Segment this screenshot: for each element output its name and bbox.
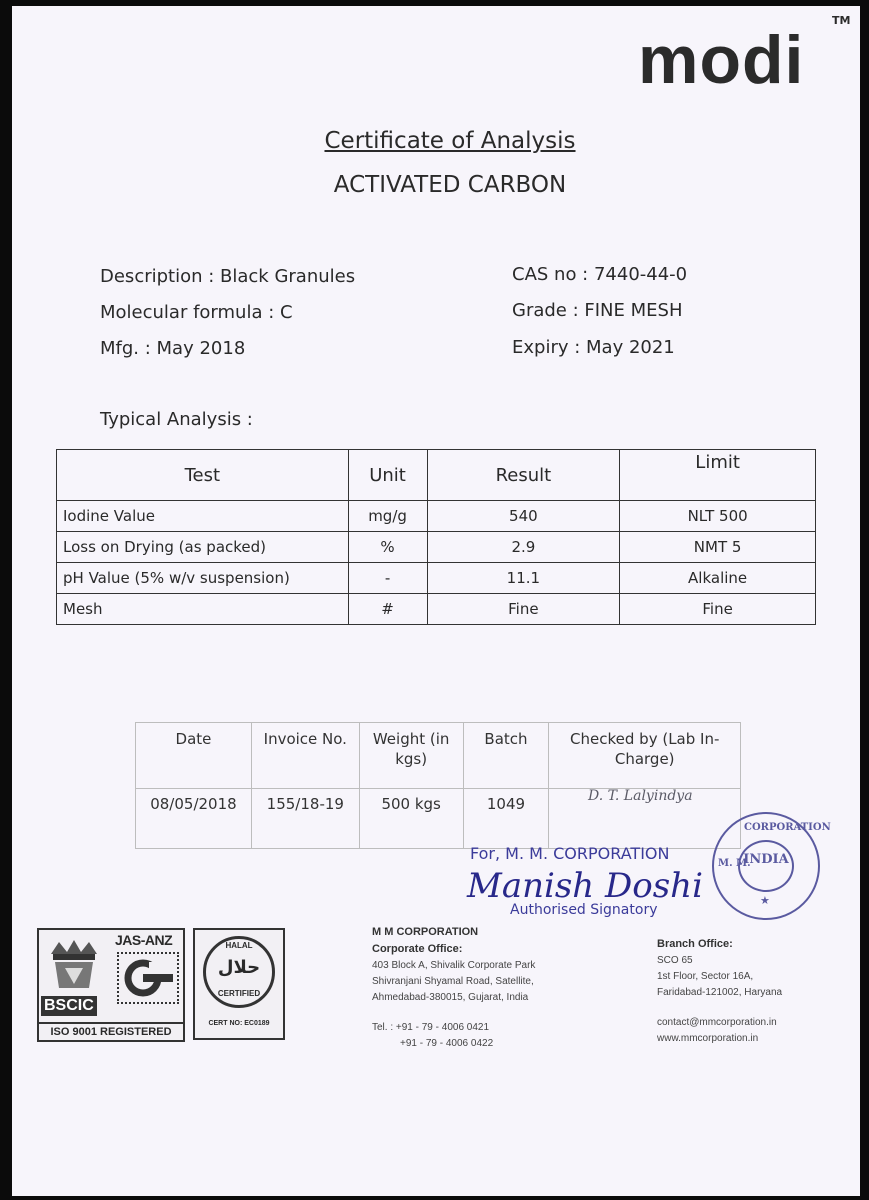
modi-logo: modi — [638, 22, 805, 98]
header-weight: Weight (in kgs) — [359, 723, 463, 789]
header-unit: Unit — [348, 450, 427, 501]
test-cell: Mesh — [57, 594, 349, 625]
batch-cell: 1049 — [463, 789, 549, 849]
halal-top-text: HALAL — [225, 941, 253, 950]
result-cell: 540 — [427, 501, 620, 532]
test-cell: Loss on Drying (as packed) — [57, 532, 349, 563]
unit-cell: # — [348, 594, 427, 625]
table-row — [57, 501, 816, 532]
result-cell: 2.9 — [427, 532, 620, 563]
result-cell: Fine — [427, 594, 620, 625]
branch-address-2: 1st Floor, Sector 16A, — [657, 971, 754, 982]
expiry-field: Expiry : May 2021 — [512, 337, 675, 358]
analysis-table — [56, 449, 816, 625]
crest-icon — [45, 936, 103, 992]
branch-address-3: Faridabad-121002, Haryana — [657, 987, 783, 998]
lab-signature: D. T. Lalyindya — [588, 788, 693, 804]
date-cell: 08/05/2018 — [136, 789, 252, 849]
invoice-cell: 155/18-19 — [251, 789, 359, 849]
limit-cell: Alkaline — [620, 563, 816, 594]
halal-certification-badge — [193, 928, 285, 1040]
jas-anz-label: JAS-ANZ — [115, 932, 173, 948]
test-cell: Iodine Value — [57, 501, 349, 532]
star-icon: ★ — [760, 894, 770, 907]
telephone-2: +91 - 79 - 4006 0422 — [400, 1038, 494, 1049]
authorised-signature: Manish Doshi — [467, 866, 703, 906]
formula-field: Molecular formula : C — [100, 302, 293, 323]
grade-field: Grade : FINE MESH — [512, 300, 683, 321]
company-stamp — [712, 812, 831, 920]
bscic-label: BSCIC — [41, 996, 97, 1016]
halal-cert-number: CERT NO: EC0189 — [208, 1020, 270, 1027]
mfg-field: Mfg. : May 2018 — [100, 338, 246, 359]
dispatch-header-row — [136, 723, 741, 789]
contact-email: contact@mmcorporation.in — [657, 1017, 777, 1028]
for-corporation-label: For, M. M. CORPORATION — [470, 844, 670, 863]
iso-label: ISO 9001 REGISTERED — [39, 1022, 183, 1038]
corporate-office-label: Corporate Office: — [372, 943, 463, 955]
limit-cell: NMT 5 — [620, 532, 816, 563]
branch-address-1: SCO 65 — [657, 955, 693, 966]
unit-cell: % — [348, 532, 427, 563]
stamp-center: INDIA — [743, 852, 789, 867]
company-name: M M CORPORATION — [372, 926, 479, 938]
table-row — [57, 532, 816, 563]
header-invoice: Invoice No. — [251, 723, 359, 789]
header-result: Result — [427, 450, 620, 501]
header-batch: Batch — [463, 723, 549, 789]
table-row — [57, 594, 816, 625]
analysis-header-row — [57, 450, 816, 501]
trademark-mark: TM — [832, 14, 851, 27]
description-field: Description : Black Granules — [100, 266, 356, 287]
dispatch-table — [135, 722, 741, 849]
header-limit: Limit — [620, 450, 816, 501]
authorised-signatory-label: Authorised Signatory — [510, 902, 658, 918]
corporate-office-block — [372, 924, 535, 1052]
iso-certification-badge — [37, 928, 185, 1042]
accreditation-mark-icon — [117, 952, 179, 1004]
halal-seal-icon — [203, 936, 275, 1008]
weight-cell: 500 kgs — [359, 789, 463, 849]
result-cell: 11.1 — [427, 563, 620, 594]
header-checked-by: Checked by (Lab In-Charge) — [549, 723, 741, 789]
telephone-1: Tel. : +91 - 79 - 4006 0421 — [372, 1022, 490, 1033]
document-title: Certificate of Analysis — [324, 128, 576, 154]
branch-office-label: Branch Office: — [657, 938, 733, 950]
test-cell: pH Value (5% w/v suspension) — [57, 563, 349, 594]
halal-bottom-text: CERTIFIED — [217, 989, 261, 998]
stamp-ring-top: CORPORATION — [744, 822, 831, 833]
halal-arabic-text: حلال — [217, 957, 261, 978]
typical-analysis-label: Typical Analysis : — [100, 409, 253, 430]
corporate-address-1: 403 Block A, Shivalik Corporate Park — [372, 960, 536, 971]
corporate-address-2: Shivranjani Shyamal Road, Satellite, — [372, 976, 534, 987]
limit-cell: Fine — [620, 594, 816, 625]
corporate-address-3: Ahmedabad-380015, Gujarat, India — [372, 992, 529, 1003]
branch-office-block — [657, 936, 782, 1047]
unit-cell: mg/g — [348, 501, 427, 532]
header-date: Date — [136, 723, 252, 789]
product-name: ACTIVATED CARBON — [333, 172, 567, 198]
website: www.mmcorporation.in — [657, 1033, 759, 1044]
limit-cell: NLT 500 — [620, 501, 816, 532]
header-test: Test — [57, 450, 349, 501]
certificate-page — [12, 6, 860, 1196]
unit-cell: - — [348, 563, 427, 594]
stamp-ring-left: M. M. — [718, 858, 751, 869]
table-row — [57, 563, 816, 594]
cas-field: CAS no : 7440-44-0 — [512, 264, 688, 285]
